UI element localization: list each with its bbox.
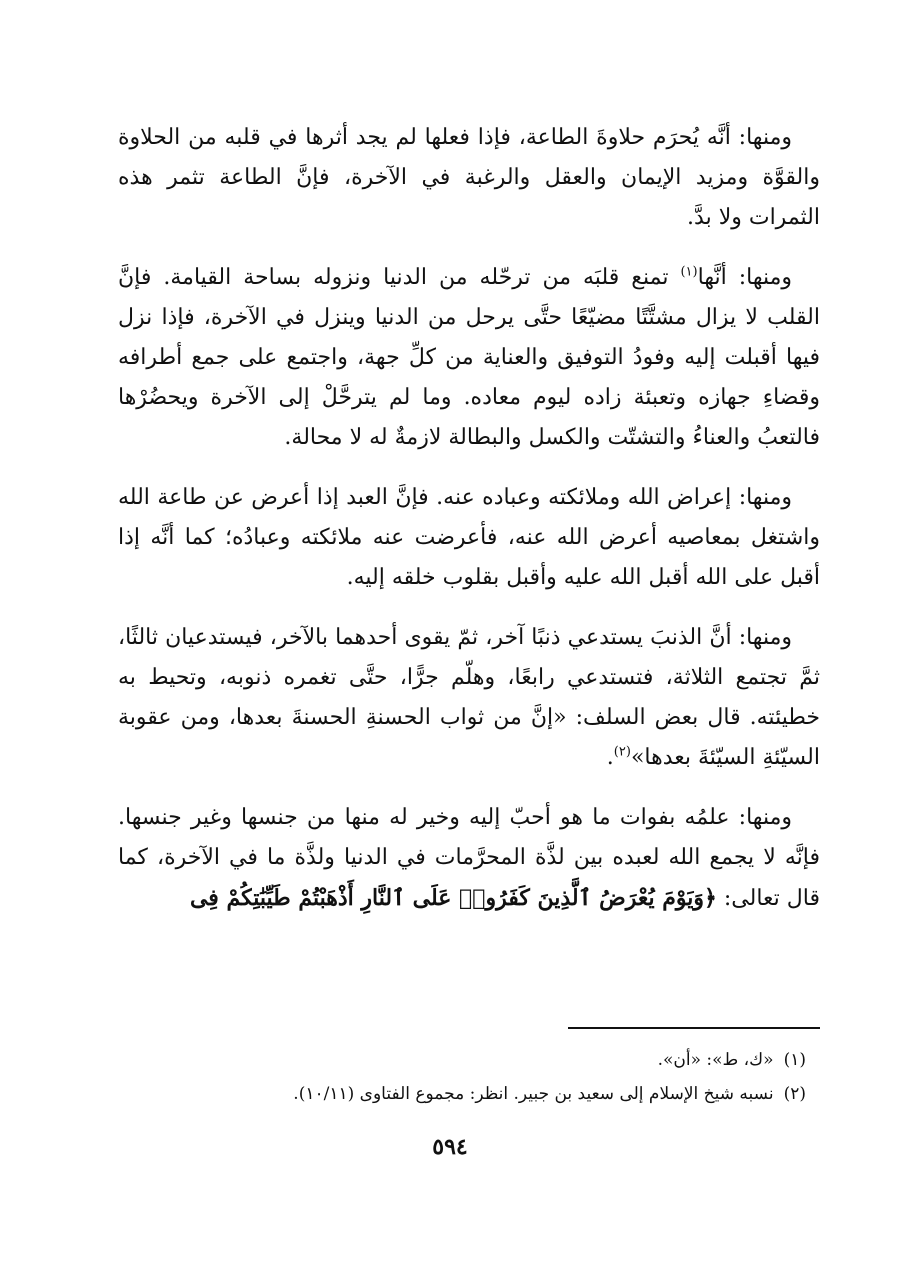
paragraph-rest: تمنع قلبَه من ترحّله من الدنيا ونزوله بساحة القيامة. فإنَّ القلب لا يزال مشتَّتًا مضيّعًا حتَّى يرحل من الدنيا وينزل في الآخرة، فإذا نزل فيها أقبلت إليه وفودُ التوفيق والعناية من كلِّ جهة، واجتمع على جمع أطرافه وقضاءِ جهازه وتعبئة زاده ليوم معاده. وما لم يترحَّلْ إلى الآخرة ويحضُرْها فالتعبُ والعناءُ والتشتّت والكسل والبطالة لازمةٌ له لا محالة. (118, 265, 820, 450)
paragraph-sweetness-of-obedience: ومنها: أنَّه يُحرَم حلاوةَ الطاعة، فإذا فعلها لم يجد أثرها في قلبه من الحلاوة والقوَّة ومزيد الإيمان والعقل والرغبة في الآخرة، فإنَّ الطاعة تثمر هذه الثمرات ولا بدَّ. (118, 125, 820, 230)
footnote-divider (568, 1027, 820, 1029)
footnote-marker-2: (٢) (613, 744, 631, 760)
paragraph-lead: ومنها: علمُه بفوات ما هو أحبّ إليه وخير له منها من جنسها وغير جنسها. فإنَّه لا يجمع الله لعبده بين لذَّة المحرَّمات في الدنيا ولذَّة ما في الآخرة، كما قال تعالى: (118, 805, 820, 911)
paragraph-lead: ومنها: أنَّ الذنبَ يستدعي ذنبًا آخر، ثمّ يقوى أحدهما بالآخر، فيستدعيان ثالثًا، ثمَّ تجتمع الثلاثة، فتستدعي رابعًا، وهلّم جرًّا، حتَّى تغمره ذنوبه، وتحيط به خطيئته. قال بعض السلف: «إنَّ من ثواب الحسنةِ الحسنةَ بعدها، ومن عقوبة السيّئةِ السيّئةَ بعدها» (118, 625, 820, 770)
footnotes (118, 1043, 820, 1111)
footnote-number: (١) (783, 1050, 806, 1070)
page-number: ٥٩٤ (432, 1134, 468, 1160)
main-text (118, 118, 820, 939)
footnote-2 (118, 1077, 820, 1111)
paragraph-heart-journey (118, 258, 820, 458)
quran-verse: ﴿وَيَوْمَ يُعْرَضُ ٱلَّذِينَ كَفَرُوا۟ عَلَى ٱلنَّارِ أَذْهَبْتُمْ طَيِّبَٰتِكُمْ فِى (189, 885, 717, 911)
paragraph-rest: . (606, 745, 614, 770)
footnote-text: نسبه شيخ الإسلام إلى سعيد بن جبير. انظر: مجموع الفتاوى (١٠/١١). (293, 1084, 774, 1104)
paragraph-turning-away: ومنها: إعراض الله وملائكته وعباده عنه. فإنَّ العبد إذا أعرض عن طاعة الله واشتغل بمعاصيه أعرض الله عنه، فأعرضت عنه ملائكته وعبادُه؛ كما أنَّه إذا أقبل على الله أقبل الله عليه وأقبل بقلوب خلقه إليه. (118, 485, 820, 590)
footnote-marker-1: (١) (680, 264, 698, 280)
paragraph-sin-begets-sin (118, 618, 820, 778)
paragraph-loss-of-good (118, 798, 820, 919)
paragraph-lead: ومنها: أنَّها (697, 265, 793, 290)
footnote-1 (118, 1043, 820, 1077)
footnote-number: (٢) (783, 1084, 806, 1104)
footnote-text: «ك، ط»: «أن». (657, 1050, 774, 1070)
